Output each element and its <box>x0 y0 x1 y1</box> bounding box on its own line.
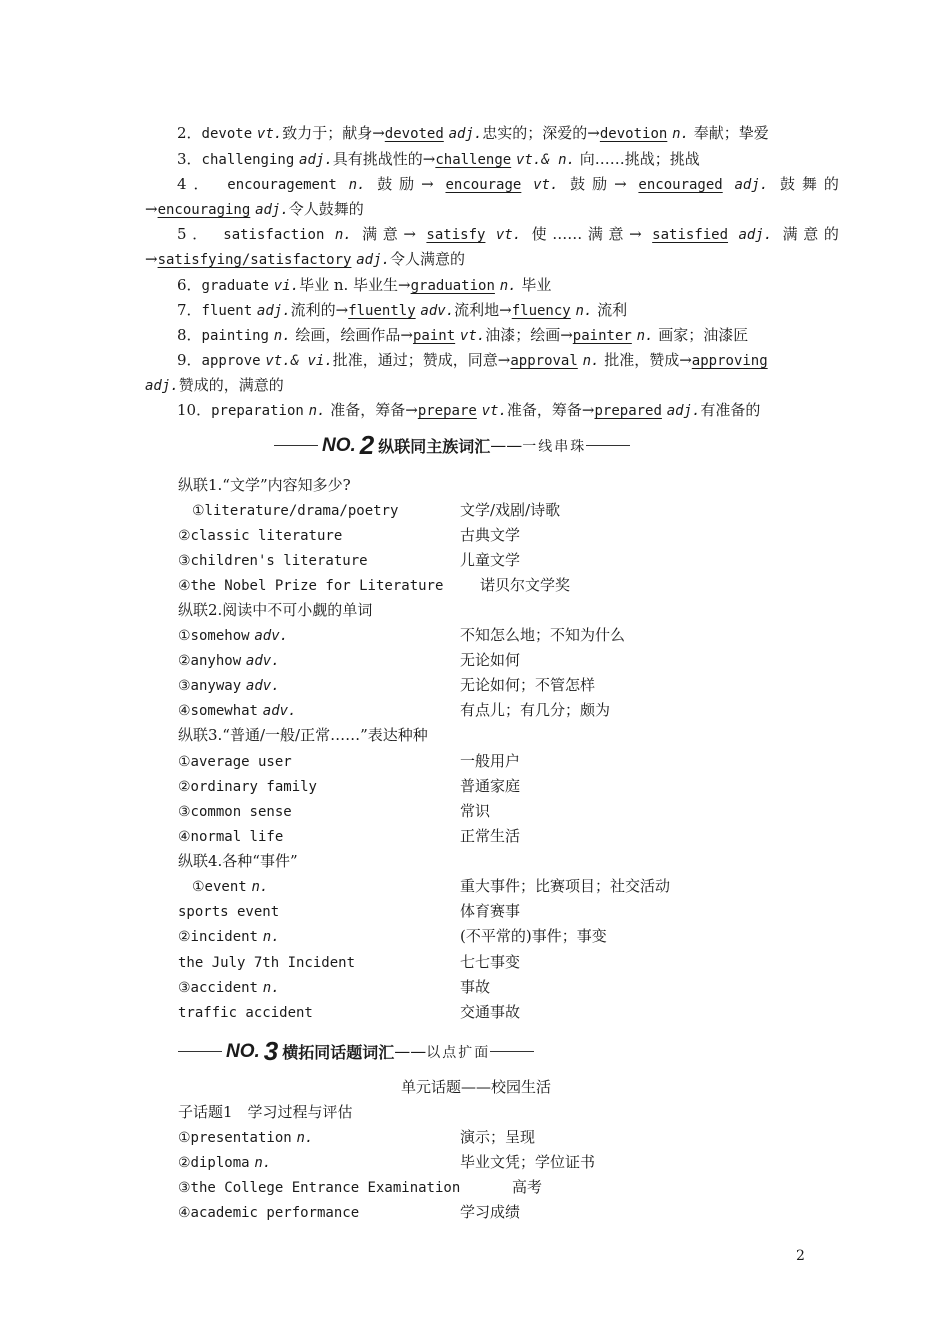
derivation-line: 2．devote vt.致力于；献身→devoted adj.忠实的；深爱的→devotion n. 奉献；挚爱 <box>177 124 769 142</box>
section-rule <box>178 1051 222 1052</box>
section-title: 横拓同话题词汇 <box>282 1043 395 1062</box>
vocab-row: ②anyhow adv. 无论如何 <box>178 651 521 669</box>
vocab-row: ③accident n. 事故 <box>178 978 491 996</box>
vocab-row: ②incident n. (不平常的)事件；事变 <box>178 927 607 945</box>
derivation-line: 4． encouragement n. 鼓励→ encourage vt. 鼓励→ encouraged adj. 鼓舞的 <box>177 175 839 193</box>
derivation-line: 5． satisfaction n. 满意→ satisfy vt. 使……满意→ satisfied adj. 满意的 <box>177 225 839 243</box>
section-header-no2 <box>274 430 630 461</box>
vocab-row: ④normal life 正常生活 <box>178 827 521 845</box>
vocab-row: ①event n. 重大事件；比赛项目；社交活动 <box>192 877 671 895</box>
vocab-row: sports event 体育赛事 <box>178 902 521 920</box>
group-title: 纵联4.各种“事件” <box>178 852 298 870</box>
derivation-line: adj.赞成的，满意的 <box>145 376 284 394</box>
derivation-line: 6．graduate vi.毕业 n. 毕业生→graduation n. 毕业 <box>177 276 552 294</box>
vocab-row: ④the Nobel Prize for Literature 诺贝尔文学奖 <box>178 576 571 594</box>
vocab-row: ④somewhat adv. 有点儿；有几分；颇为 <box>178 701 611 719</box>
section-header-no3 <box>178 1036 534 1067</box>
derivation-line: →satisfying/satisfactory adj.令人满意的 <box>145 250 465 268</box>
vocab-row: ①somehow adv. 不知怎么地；不知为什么 <box>178 626 626 644</box>
section-rule <box>490 1051 534 1052</box>
vocab-row: ③anyway adv. 无论如何；不管怎样 <box>178 676 596 694</box>
vocab-row: ②ordinary family 普通家庭 <box>178 777 521 795</box>
group-title: 纵联1.“文学”内容知多少? <box>178 476 351 494</box>
section-number: 2 <box>359 430 375 460</box>
section-dash: —— <box>394 1042 427 1061</box>
vocab-row: ③the College Entrance Examination 高考 <box>178 1178 543 1196</box>
section-title: 纵联同主族词汇 <box>378 437 491 456</box>
section-rule <box>274 445 318 446</box>
derivation-line: 10．preparation n. 准备，筹备→prepare vt.准备，筹备→prepared adj.有准备的 <box>177 401 761 419</box>
group-title: 纵联3.“普通/一般/正常……”表达种种 <box>178 726 428 744</box>
derivation-line: 7．fluent adj.流利的→fluently adv.流利地→fluency n. 流利 <box>177 301 628 319</box>
vocab-row: ①presentation n. 演示；呈现 <box>178 1128 536 1146</box>
section-number: 3 <box>263 1036 279 1066</box>
vocab-row: ②classic literature 古典文学 <box>178 526 521 544</box>
derivation-line: 8．painting n. 绘画，绘画作品→paint vt.油漆；绘画→painter n. 画家；油漆匠 <box>177 326 749 344</box>
subtopic-title: 子话题1 学习过程与评估 <box>178 1103 353 1121</box>
group-title: 纵联2.阅读中不可小觑的单词 <box>178 601 373 619</box>
vocab-row: ④academic performance 学习成绩 <box>178 1203 521 1221</box>
vocab-row: the July 7th Incident 七七事变 <box>178 953 521 971</box>
vocab-row: ③common sense 常识 <box>178 802 491 820</box>
derivation-line: 3．challenging adj.具有挑战性的→challenge vt.& n. 向……挑战；挑战 <box>177 150 700 168</box>
topic-title: 单元话题——校园生活 <box>400 1078 551 1096</box>
vocab-row: ③children's literature 儿童文学 <box>178 551 521 569</box>
section-subtitle: 以点扩面 <box>426 1044 491 1061</box>
section-number-prefix: NO. <box>322 434 356 456</box>
vocab-row: traffic accident 交通事故 <box>178 1003 521 1021</box>
page-number: 2 <box>796 1248 805 1264</box>
section-subtitle: 一线串珠 <box>522 438 587 455</box>
section-dash: —— <box>490 436 523 455</box>
derivation-line: →encouraging adj.令人鼓舞的 <box>145 200 364 218</box>
vocab-row: ①average user 一般用户 <box>178 752 521 770</box>
vocab-row: ①literature/drama/poetry 文学/戏剧/诗歌 <box>192 501 561 519</box>
derivation-line: 9．approve vt.& vi.批准，通过；赞成，同意→approval n. 批准，赞成→approving <box>177 351 768 369</box>
section-number-prefix: NO. <box>226 1040 260 1062</box>
section-rule <box>586 445 630 446</box>
vocab-row: ②diploma n. 毕业文凭；学位证书 <box>178 1153 596 1171</box>
